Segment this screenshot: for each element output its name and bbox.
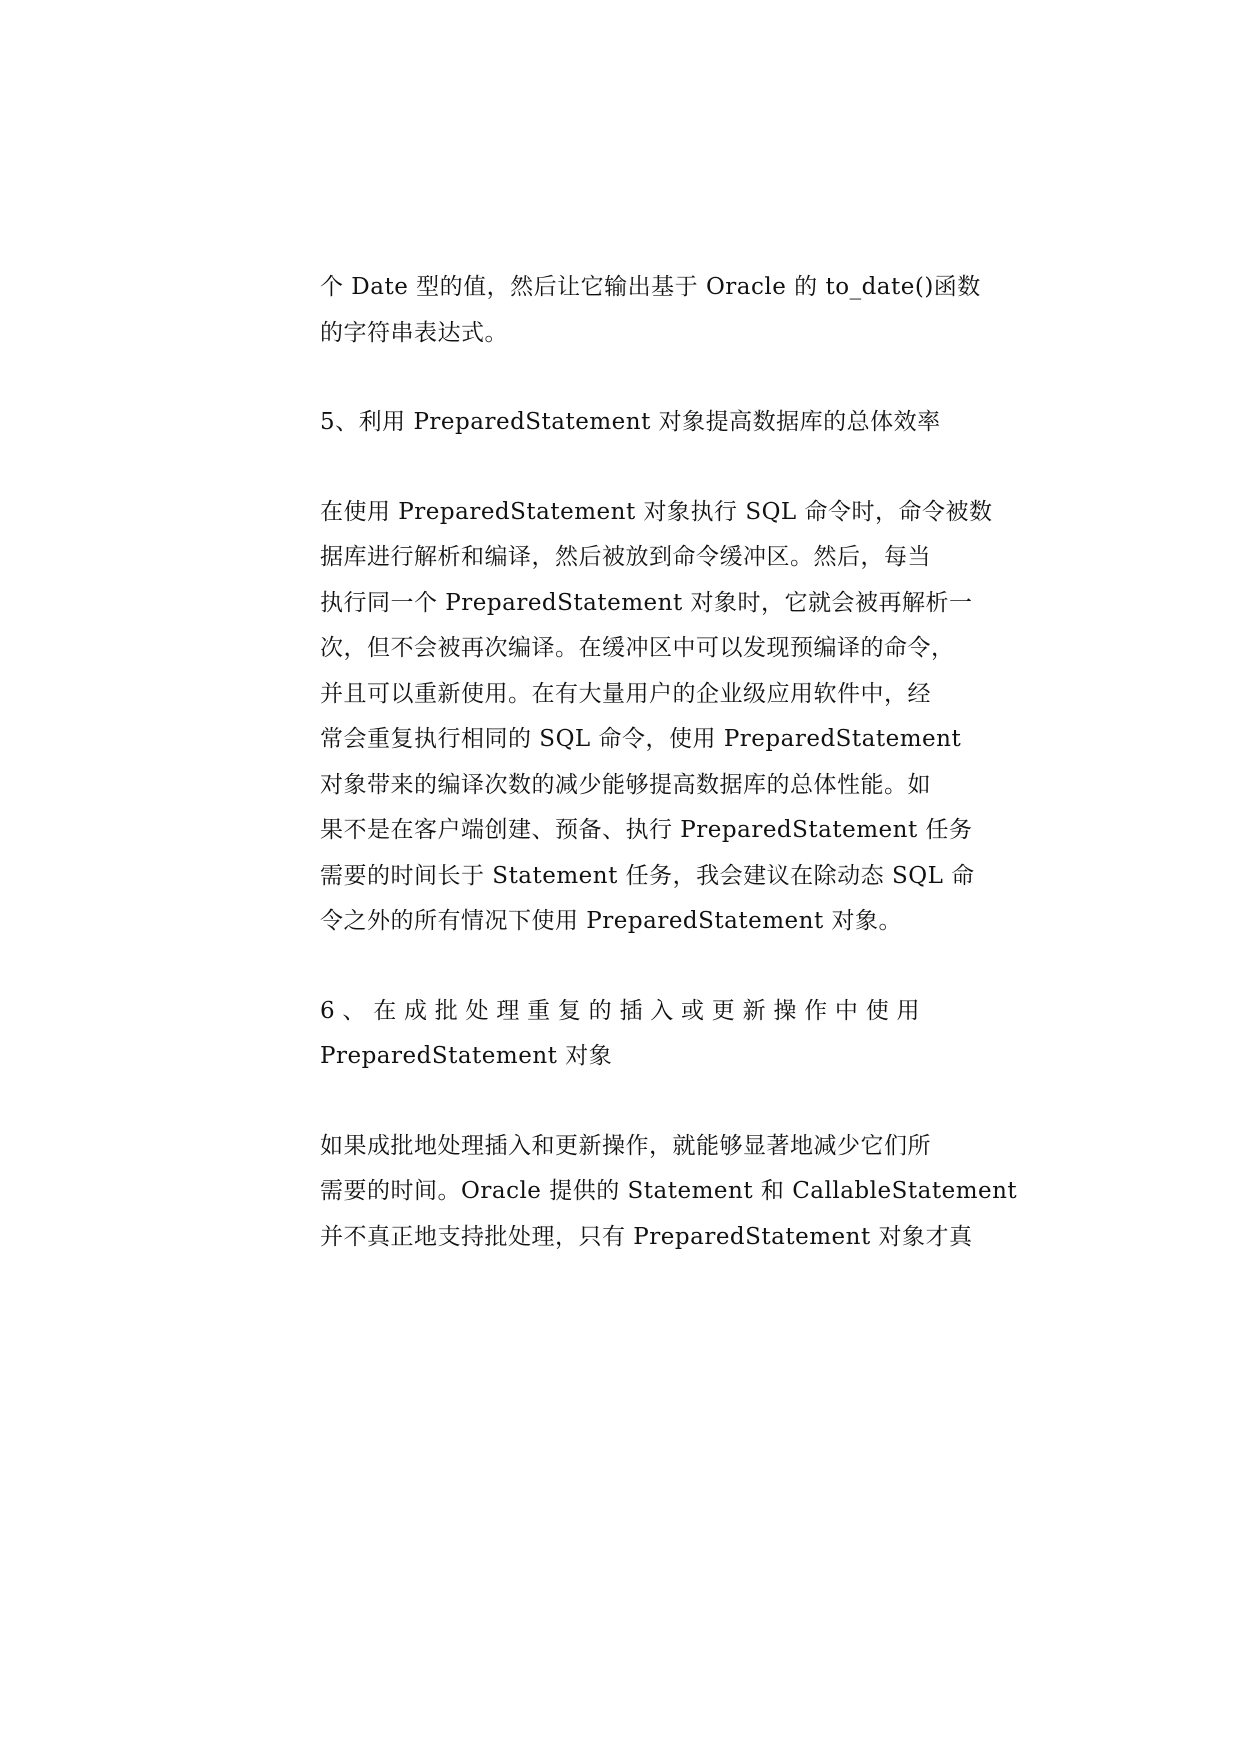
intro-paragraph <box>320 265 981 356</box>
section-6-heading <box>320 989 920 1080</box>
heading-char: 或 <box>681 997 705 1024</box>
text-line: 次，但不会被再次编译。在缓冲区中可以发现预编译的命令， <box>320 635 955 661</box>
text-line: 并不真正地支持批处理，只有 PreparedStatement 对象才真 <box>320 1223 973 1250</box>
section-6-paragraph <box>320 1124 1018 1261</box>
heading-char: 新 <box>742 997 767 1024</box>
section-5-paragraph <box>320 490 993 945</box>
text-line: 需要的时间。Oracle 提供的 Statement 和 CallableStatement <box>320 1178 1018 1204</box>
text-line: 常会重复执行相同的 SQL 命令，使用 PreparedStatement <box>320 726 962 752</box>
text-line: 执行同一个 PreparedStatement 对象时，它就会被再解析一 <box>320 589 973 616</box>
heading-text: 5、利用 PreparedStatement 对象提高数据库的总体效率 <box>320 409 941 435</box>
text-line: 果不是在客户端创建、预备、执行 PreparedStatement 任务 <box>320 817 973 843</box>
heading-char: 在 <box>373 997 397 1024</box>
heading-char: 插 <box>619 997 643 1024</box>
text-line: 据库进行解析和编译，然后被放到命令缓冲区。然后，每当 <box>320 544 931 570</box>
heading-char: 成 <box>403 997 428 1024</box>
heading-char: 理 <box>496 997 520 1024</box>
heading-char: 使 <box>865 997 890 1024</box>
heading-text-line-2: PreparedStatement 对象 <box>320 1043 613 1069</box>
text-line: 在使用 PreparedStatement 对象执行 SQL 命令时，命令被数 <box>320 498 993 525</box>
text-line: 如果成批地处理插入和更新操作，就能够显著地减少它们所 <box>320 1132 931 1159</box>
heading-char: 用 <box>896 997 920 1024</box>
text-line: 并且可以重新使用。在有大量用户的企业级应用软件中，经 <box>320 680 931 707</box>
text-line: 个 Date 型的值，然后让它输出基于 Oracle 的 to_date()函数 <box>320 274 981 300</box>
section-5-heading <box>320 400 941 446</box>
text-line: 的字符串表达式。 <box>320 319 508 346</box>
heading-char: 复 <box>557 997 582 1024</box>
heading-char: 作 <box>804 997 828 1024</box>
heading-char: 批 <box>434 997 459 1024</box>
text-line: 令之外的所有情况下使用 PreparedStatement 对象。 <box>320 908 903 934</box>
heading-char: 中 <box>834 997 859 1024</box>
heading-char: 、 <box>342 997 366 1024</box>
text-line: 对象带来的编译次数的减少能够提高数据库的总体性能。如 <box>320 771 931 798</box>
heading-char: 处 <box>465 997 490 1024</box>
text-line: 需要的时间长于 Statement 任务，我会建议在除动态 SQL 命 <box>320 862 975 889</box>
heading-text-line-1 <box>320 989 920 1035</box>
heading-char: 的 <box>588 997 613 1024</box>
heading-char: 6 <box>320 997 336 1024</box>
heading-char: 更 <box>711 997 736 1024</box>
heading-char: 重 <box>527 997 551 1024</box>
heading-char: 操 <box>773 997 797 1024</box>
heading-char: 入 <box>650 997 674 1024</box>
page-content <box>320 265 1018 1260</box>
